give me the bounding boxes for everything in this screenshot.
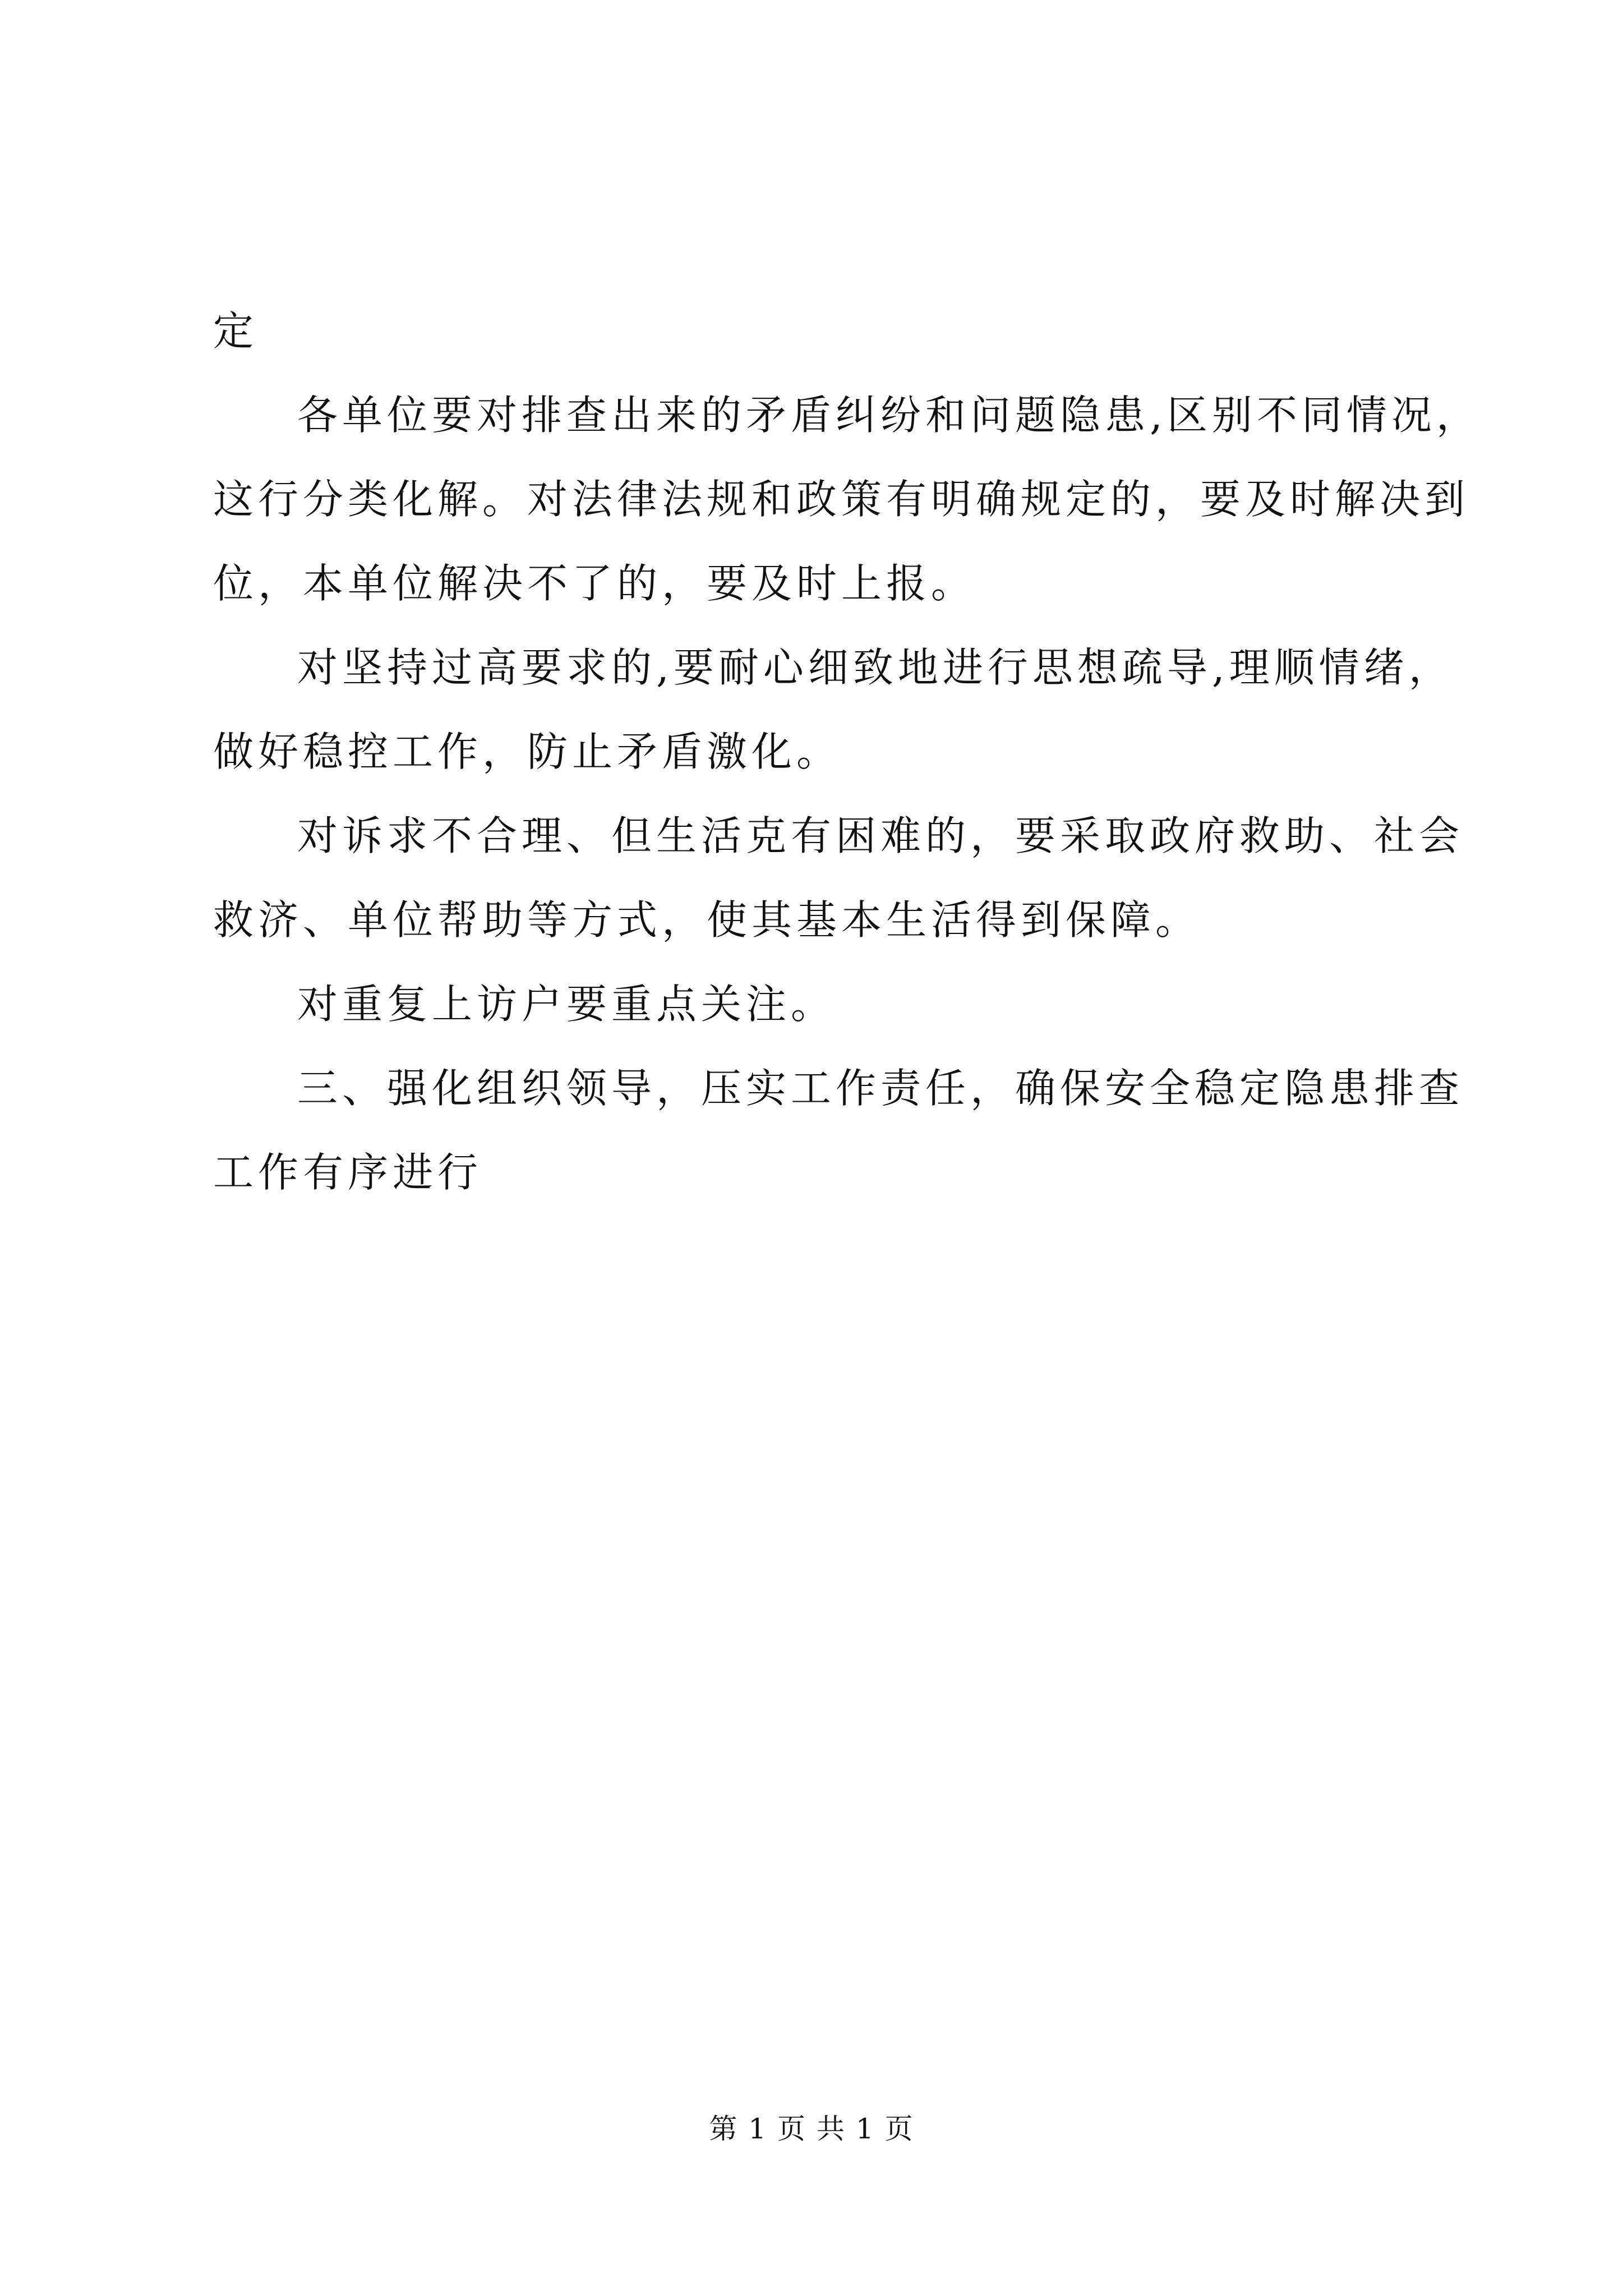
text-line: 定 — [213, 307, 259, 355]
paragraph-first-line: 对诉求不合理、但生活克有困难的，要采取政府救助、社会 — [297, 812, 1464, 859]
text-line: 做好稳控工作，防止矛盾激化。 — [213, 728, 842, 775]
section-heading-line: 工作有序进行 — [213, 1149, 483, 1196]
paragraph-first-line: 对重复上访户要重点关注。 — [297, 981, 836, 1028]
text-line: 这行分类化解。对法律法规和政策有明确规定的，要及时解决到 — [213, 476, 1470, 523]
paragraph-first-line: 各单位要对排查出来的矛盾纠纷和问题隐患,区别不同情况， — [297, 392, 1481, 439]
text-line: 位，本单位解决不了的，要及时上报。 — [213, 560, 976, 607]
page-footer: 第 1 页 共 1 页 — [709, 2113, 914, 2145]
paragraph-first-line: 对坚持过高要求的,要耐心细致地进行思想疏导,理顺情绪， — [297, 644, 1454, 691]
section-heading-line: 三、强化组织领导，压实工作责任，确保安全稳定隐患排查 — [297, 1065, 1464, 1112]
text-line: 救济、单位帮助等方式，使其基本生活得到保障。 — [213, 896, 1201, 944]
